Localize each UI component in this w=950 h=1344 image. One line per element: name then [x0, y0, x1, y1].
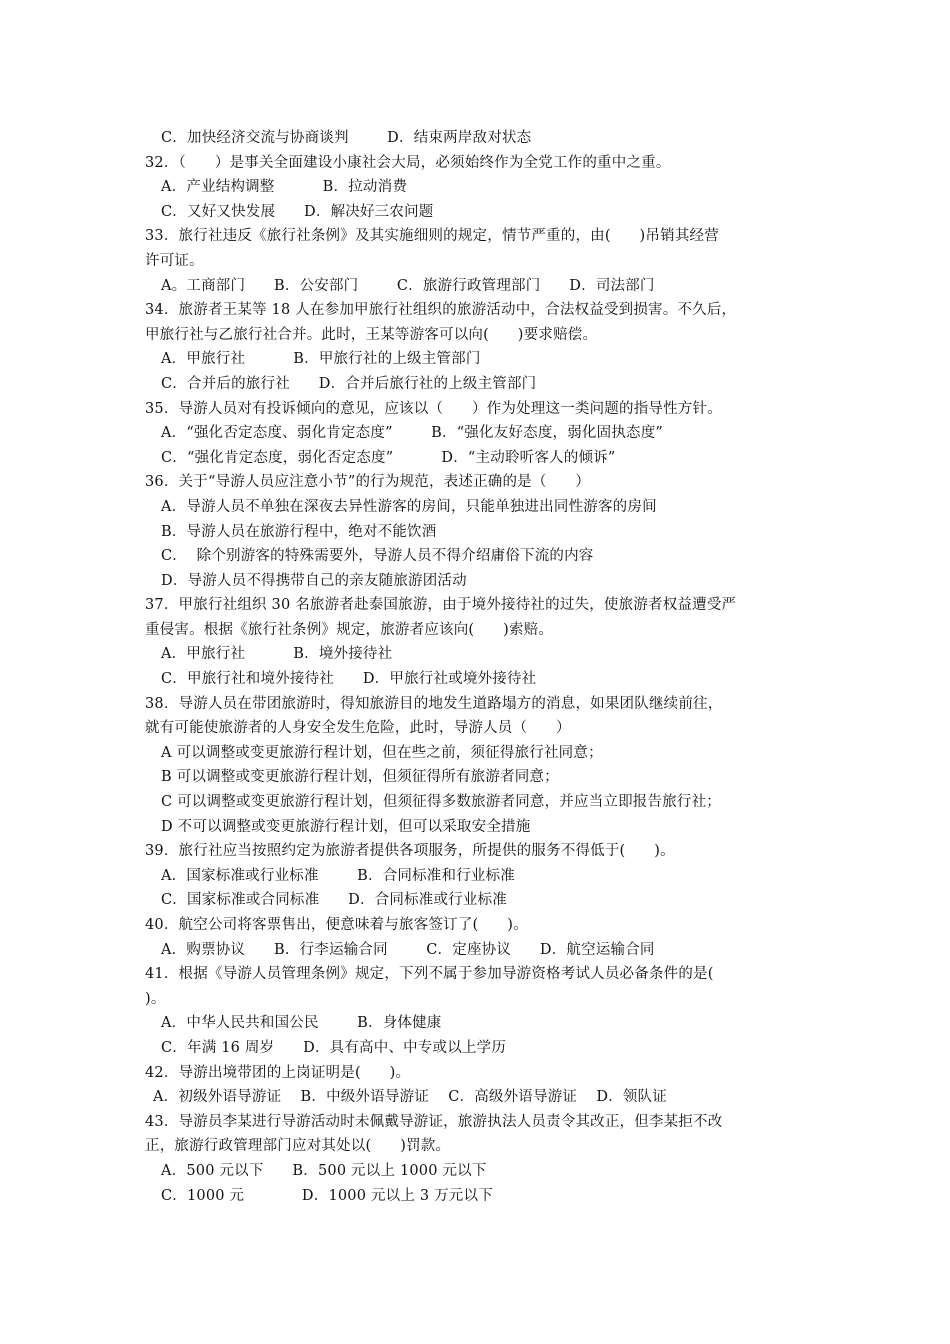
option-line: C．合并后的旅行社 D．合并后旅行社的上级主管部门 [161, 375, 537, 392]
option-line: A．甲旅行社 B．甲旅行社的上级主管部门 [161, 351, 481, 368]
option-line: C．“强化肯定态度，弱化否定态度” D．“主动聆听客人的倾诉” [161, 449, 616, 466]
option-line: A．500 元以下 B．500 元以上 1000 元以下 [161, 1162, 487, 1179]
question-line: 许可证。 [145, 252, 204, 269]
option-line: A．初级外语导游证 B．中级外语导游证 C．高级外语导游证 D．领队证 [153, 1089, 667, 1106]
option-line: C．加快经济交流与协商谈判 D．结束两岸敌对状态 [161, 130, 532, 146]
question-line: 正，旅游行政管理部门应对其处以( )罚款。 [145, 1138, 451, 1155]
option-line: B．导游人员在旅游行程中，绝对不能饮酒 [161, 523, 437, 540]
question-line: 41．根据《导游人员管理条例》规定，下列不属于参加导游资格考试人员必备条件的是( [145, 966, 714, 983]
option-line: C．又好又快发展 D．解决好三农问题 [161, 203, 434, 220]
question-line: 39．旅行社应当按照约定为旅游者提供各项服务，所提供的服务不得低于( )。 [145, 843, 675, 860]
question-line: 36．关于“导游人员应注意小节”的行为规范，表述正确的是（ ） [145, 474, 591, 491]
option-line: C．甲旅行社和境外接待社 D．甲旅行社或境外接待社 [161, 671, 537, 688]
exam-questions [145, 126, 825, 1208]
question-line: 甲旅行社与乙旅行社合并。此时，王某等游客可以向( )要求赔偿。 [145, 326, 598, 343]
option-line: C．1000 元 D．1000 元以上 3 万元以下 [161, 1187, 493, 1204]
option-line: C．国家标准或合同标准 D．合同标准或行业标准 [161, 892, 507, 909]
option-line: C． 除个别游客的特殊需要外，导游人员不得介绍庸俗下流的内容 [161, 548, 594, 565]
question-line: 37．甲旅行社组织 30 名旅游者赴泰国旅游，由于境外接待社的过失，使旅游者权益遭受严 [145, 597, 737, 614]
option-line: A 可以调整或变更旅游行程计划，但在些之前，须征得旅行社同意； [161, 744, 603, 761]
question-line: )。 [145, 990, 166, 1007]
question-line: 就有可能使旅游者的人身安全发生危险，此时，导游人员（ ） [145, 720, 571, 737]
question-line: 32．（ ）是事关全面建设小康社会大局，必须始终作为全党工作的重中之重。 [145, 154, 671, 171]
option-line: D 不可以调整或变更旅游行程计划，但可以采取安全措施 [161, 818, 531, 835]
option-line: A．中华人民共和国公民 B．身体健康 [161, 1015, 442, 1032]
option-line: A．甲旅行社 B．境外接待社 [161, 646, 393, 663]
option-line: A。工商部门 B．公安部门 C．旅游行政管理部门 D．司法部门 [161, 277, 655, 294]
option-line: C 可以调整或变更旅游行程计划，但须征得多数旅游者同意，并应当立即报告旅行社； [161, 794, 722, 811]
question-line: 40．航空公司将客票售出，便意味着与旅客签订了( )。 [145, 917, 528, 933]
option-line: A．国家标准或行业标准 B．合同标准和行业标准 [161, 867, 515, 884]
option-line: A．导游人员不单独在深夜去异性游客的房间，只能单独进出同性游客的房间 [161, 498, 657, 515]
option-line: A．“强化否定态度、弱化肯定态度” B．“强化友好态度，弱化固执态度” [161, 425, 664, 442]
question-line: 43．导游员李某进行导游活动时未佩戴导游证，旅游执法人员责令其改正，但李某拒不改 [145, 1113, 723, 1130]
option-line: D．导游人员不得携带自己的亲友随旅游团活动 [161, 572, 467, 589]
question-line: 34．旅游者王某等 18 人在参加甲旅行社组织的旅游活动中，合法权益受到损害。不久后， [145, 302, 737, 319]
option-line: A．购票协议 B．行李运输合同 C．定座协议 D．航空运输合同 [161, 941, 655, 958]
question-line: 42．导游出境带团的上岗证明是( )。 [145, 1064, 411, 1081]
question-line: 35．导游人员对有投诉倾向的意见，应该以（ ）作为处理这一类问题的指导性方针。 [145, 400, 722, 417]
option-line: B 可以调整或变更旅游行程计划，但须征得所有旅游者同意； [161, 769, 559, 786]
question-line: 38．导游人员在带团旅游时，得知旅游目的地发生道路塌方的消息，如果团队继续前往， [145, 695, 723, 712]
question-line: 33．旅行社违反《旅行社条例》及其实施细则的规定，情节严重的，由( )吊销其经营 [145, 228, 719, 245]
question-line: 重侵害。根据《旅行社条例》规定，旅游者应该向( )索赔。 [145, 621, 554, 638]
option-line: C．年满 16 周岁 D．具有高中、中专或以上学历 [161, 1039, 507, 1056]
option-line: A．产业结构调整 B．拉动消费 [161, 179, 408, 196]
